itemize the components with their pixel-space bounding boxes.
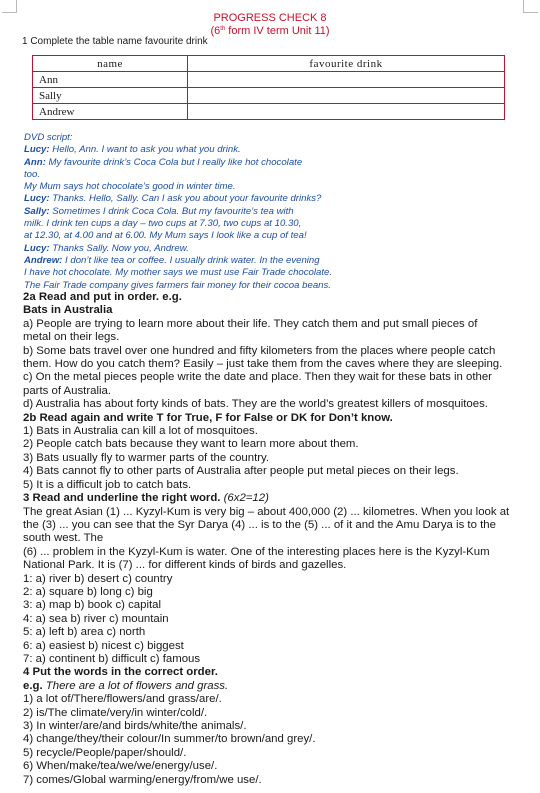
text-line	[23, 573, 523, 586]
speaker-name: Lucy:	[24, 242, 50, 254]
text-line	[23, 626, 523, 639]
line-text: The great Asian (1) ... Kyzyl-Kum is very big – about 400,000 (2) ... kilometres. When you look at	[23, 505, 510, 518]
script-line	[24, 206, 524, 218]
line-text: 6) When/make/tea/we/we/energy/use/.	[23, 760, 218, 773]
line-text: 5) recycle/People/paper/should/.	[23, 746, 187, 759]
line-text: 1: a) river b) desert c) country	[23, 572, 173, 585]
line-text: 2) People catch bats because they want to learn more about them.	[23, 438, 359, 451]
task1-instruction: 1 Complete the table name favourite drink	[22, 36, 208, 47]
line-text: 4) change/they/their colour/In summer/to brown/and grey/.	[23, 733, 316, 746]
line-text: 2a Read and put in order. e.g.	[23, 291, 182, 303]
line-text: 5: a) left b) area c) north	[23, 626, 146, 639]
script-text: milk. I drink ten cups a day – two cups at 7.30, two cups at 10.30,	[24, 218, 302, 230]
line-text: a) People are trying to learn more about their life. They catch them and put small pieces of	[23, 317, 478, 330]
script-text: I have hot chocolate. My mother says we must use Fair Trade chocolate.	[24, 267, 333, 279]
line-text: 4) Bats cannot fly to other parts of Australia after people put metal pieces on their legs.	[23, 465, 459, 478]
line-extra: There are a lot of flowers and grass.	[45, 679, 229, 692]
line-text: 7) comes/Global warming/energy/from/we use/.	[23, 773, 262, 786]
table-row	[33, 72, 505, 88]
script-text: Thanks Sally. Now you, Andrew.	[49, 242, 189, 254]
text-line	[23, 599, 523, 612]
name-cell: Andrew	[33, 104, 188, 120]
line-text: d) Australia has about forty kinds of bats. They are the world’s greatest killers of mosquitoes.	[23, 398, 488, 411]
page-title: PROGRESS CHECK 8	[213, 12, 327, 24]
line-text: e.g.	[23, 679, 46, 692]
script-text: The Fair Trade company gives farmers fair money for their cocoa beans.	[24, 279, 331, 291]
speaker-name: Lucy:	[24, 144, 50, 156]
drink-cell[interactable]	[188, 72, 505, 88]
script-text: My Mum says hot chocolate’s good in winter time.	[24, 181, 236, 193]
text-line	[23, 506, 523, 519]
dvd-script-title: DVD script:	[24, 132, 73, 143]
text-line	[23, 532, 523, 545]
text-line	[23, 774, 523, 787]
line-text: 2) is/The climate/very/in winter/cold/.	[23, 706, 208, 719]
text-line	[23, 586, 523, 599]
text-line	[23, 546, 523, 559]
script-line	[24, 169, 524, 181]
speaker-name: Lucy:	[24, 193, 50, 205]
text-line	[23, 613, 523, 626]
text-line	[23, 747, 523, 760]
name-column-header: name	[33, 56, 188, 72]
line-text: 7: a) continent b) difficult c) famous	[23, 652, 201, 665]
section-heading	[23, 492, 523, 505]
text-line	[23, 693, 523, 706]
text-line	[23, 760, 523, 773]
speaker-name: Andrew:	[24, 254, 63, 266]
text-line	[23, 438, 523, 451]
favourite-drink-table	[32, 55, 505, 120]
script-text: Hello, Ann. I want to ask you what you drink.	[49, 144, 241, 156]
drink-column-header: favourite drink	[188, 56, 505, 72]
line-text: 3 Read and underline the right word.	[23, 492, 224, 505]
line-text: them. How do you catch them? Easily – just take them from the caves where they are sleeping.	[23, 358, 503, 371]
table-row	[33, 88, 505, 104]
section-heading	[23, 666, 523, 679]
line-text: c) On the metal pieces people write the date and place. Then they wait for these bats in other	[23, 371, 492, 384]
script-line	[24, 243, 524, 255]
dvd-script-lines	[24, 144, 524, 292]
line-text: National Park. It is (7) ... for different kinds of birds and gazelles.	[23, 559, 347, 572]
text-line	[23, 559, 523, 572]
script-text: too.	[24, 168, 41, 180]
line-text: 3) Bats usually fly to warmer parts of the country.	[23, 451, 270, 464]
exercises-body	[23, 291, 523, 787]
line-text: (6) ... problem in the Kyzyl-Kum is water. One of the interesting places here is the Kyzyl-Kum	[23, 545, 490, 558]
speaker-name: Ann:	[24, 156, 46, 168]
drink-cell[interactable]	[188, 88, 505, 104]
text-line	[23, 398, 523, 411]
line-text: Bats in Australia	[23, 304, 113, 317]
text-line	[23, 653, 523, 666]
text-line	[23, 371, 523, 384]
line-text: south west. The	[23, 532, 104, 545]
text-line	[23, 519, 523, 532]
line-text: 4 Put the words in the correct order.	[23, 666, 218, 679]
text-line	[23, 385, 523, 398]
name-cell: Ann	[33, 72, 188, 88]
section-heading	[23, 680, 523, 693]
speaker-name: Sally:	[24, 205, 50, 217]
name-cell: Sally	[33, 88, 188, 104]
script-line	[24, 144, 524, 156]
line-text: 1) a lot of/There/flowers/and grass/are/.	[23, 693, 222, 706]
line-text: 5) It is a difficult job to catch bats.	[23, 478, 192, 491]
script-text: My favourite drink’s Coca Cola but I really like hot chocolate	[45, 156, 303, 168]
section-heading	[23, 304, 523, 317]
line-extra: (6x2=12)	[223, 492, 269, 505]
page-subtitle: (6th form IV term Unit 11)	[210, 25, 330, 37]
text-line	[23, 345, 523, 358]
script-line	[24, 218, 524, 230]
script-text: Sometimes I drink Coca Cola. But my favourite’s tea with	[49, 205, 294, 217]
script-line	[24, 255, 524, 267]
script-text: Thanks. Hello, Sally. Can I ask you about your favourite drinks?	[49, 193, 322, 205]
text-line	[23, 358, 523, 371]
drink-cell[interactable]	[188, 104, 505, 120]
text-line	[23, 720, 523, 733]
text-line	[23, 331, 523, 344]
line-text: 1) Bats in Australia can kill a lot of mosquitoes.	[23, 425, 258, 438]
text-line	[23, 465, 523, 478]
text-line	[23, 425, 523, 438]
line-text: 3) In winter/are/and birds/white/the animals/.	[23, 720, 247, 732]
table-row	[33, 104, 505, 120]
section-heading	[23, 412, 523, 425]
line-text: 2b Read again and write T for True, F for False or DK for Don’t know.	[23, 411, 393, 424]
script-line	[24, 230, 524, 242]
script-text: I don’t like tea or coffee. I usually drink water. In the evening	[62, 254, 320, 266]
text-line	[23, 318, 523, 331]
script-line	[24, 280, 524, 292]
text-line	[23, 733, 523, 746]
script-text: at 12.30, at 4.00 and at 6.00. My Mum says I look like a cup of tea!	[24, 230, 307, 242]
script-line	[24, 193, 524, 205]
script-line	[24, 157, 524, 169]
line-text: b) Some bats travel over one hundred and fifty kilometers from the places where people catch	[23, 344, 496, 357]
script-line	[24, 181, 524, 193]
line-text: metal on their legs.	[23, 331, 120, 344]
text-line	[23, 452, 523, 465]
text-line	[23, 707, 523, 720]
section-heading	[23, 291, 523, 304]
line-text: 6: a) easiest b) nicest c) biggest	[23, 639, 184, 652]
line-text: 2: a) square b) long c) big	[23, 585, 153, 598]
table-header-row	[33, 56, 505, 72]
line-text: the (3) ... you can see that the Syr Darya (4) ... is to the (5) ... of it and the Amu Darya is to the	[23, 518, 496, 531]
script-line	[24, 267, 524, 279]
dvd-script	[24, 132, 524, 292]
line-text: parts of Australia.	[23, 384, 112, 397]
text-line	[23, 479, 523, 492]
line-text: 3: a) map b) book c) capital	[23, 599, 162, 612]
text-line	[23, 640, 523, 653]
line-text: 4: a) sea b) river c) mountain	[23, 612, 169, 625]
